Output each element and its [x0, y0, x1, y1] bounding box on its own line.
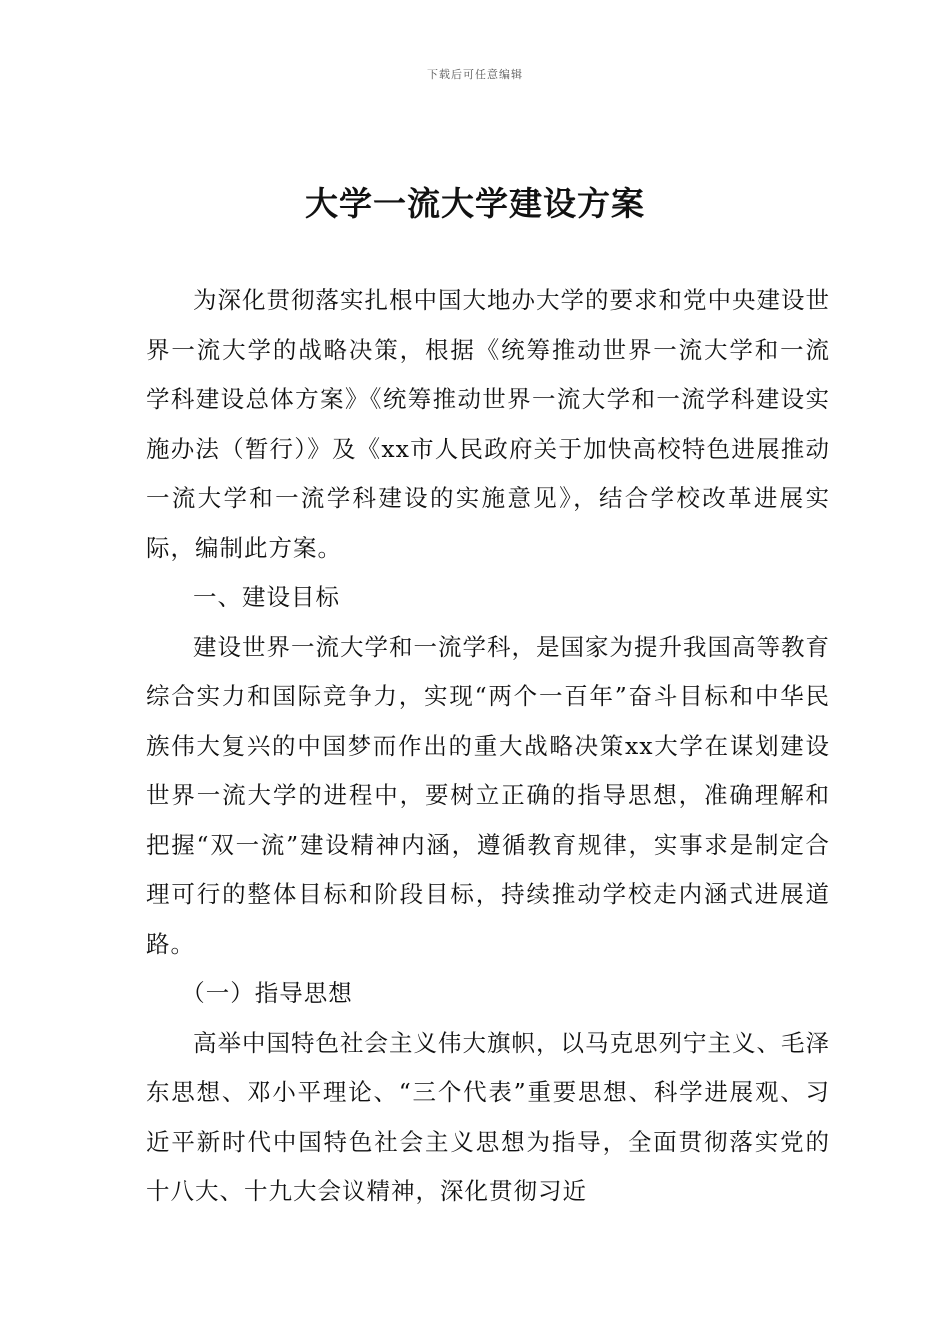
header-note: 下载后可任意编辑	[427, 68, 523, 81]
document-body	[146, 276, 830, 1217]
section-heading-goals: 一、建设目标	[193, 583, 340, 611]
intro-paragraph: 为深化贯彻落实扎根中国大地办大学的要求和党中央建设世界一流大学的战略决策，根据《统筹推动世界一流大学和一流学科建设总体方案》《统筹推动世界一流大学和一流学科建设实施办法（暂行）》及《xx市人民政府关于加快高校特色进展推动一流大学和一流学科建设的实施意见》，结合学校改革进展实际，编制此方案。	[146, 286, 830, 562]
document-title: 大学一流大学建设方案	[305, 184, 645, 223]
subsection-heading-guiding-thought: （一）指导思想	[181, 979, 353, 1007]
guiding-thought-paragraph: 高举中国特色社会主义伟大旗帜，以马克思列宁主义、毛泽东思想、邓小平理论、“三个代表”重要思想、科学进展观、习近平新时代中国特色社会主义思想为指导，全面贯彻落实党的十八大、十九大会议精神，深化贯彻习近	[146, 1028, 830, 1205]
goals-paragraph: 建设世界一流大学和一流学科，是国家为提升我国高等教育综合实力和国际竞争力，实现“两个一百年”奋斗目标和中华民族伟大复兴的中国梦而作出的重大战略决策xx大学在谋划建设世界一流大学的进程中，要树立正确的指导思想，准确理解和把握“双一流”建设精神内涵，遵循教育规律，实事求是制定合理可行的整体目标和阶段目标，持续推动学校走内涵式进展道路。	[146, 632, 830, 958]
